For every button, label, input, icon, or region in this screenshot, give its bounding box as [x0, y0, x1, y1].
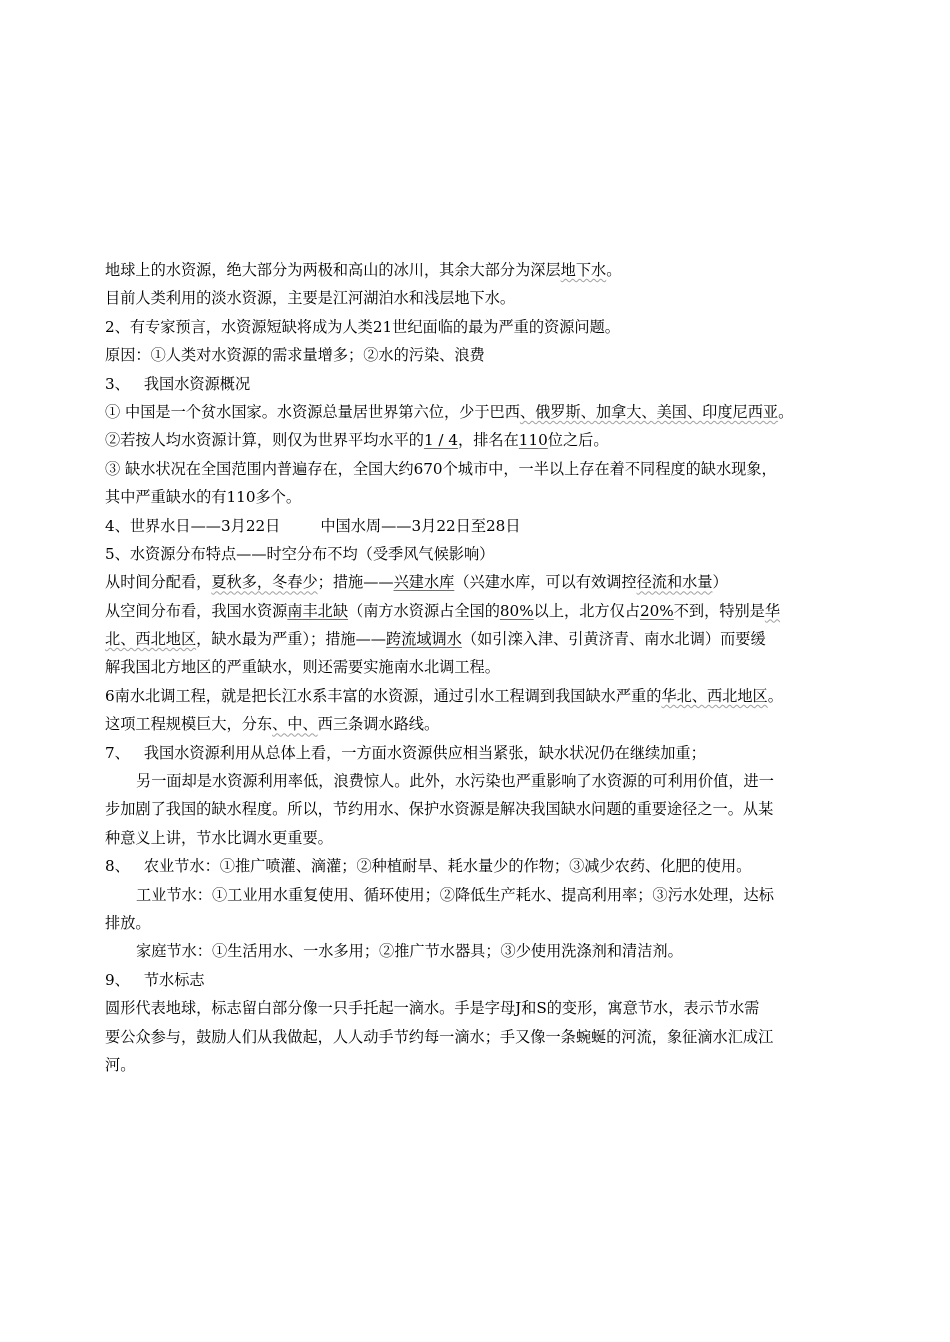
section-number: 9、	[105, 970, 130, 989]
wavy-underline: 、俄罗斯、加拿大、美国、印度尼西亚	[519, 402, 779, 421]
text-line: ②若按人均水资源计算，则仅为世界平均水平的1 / 4，排名在110位之后。	[105, 431, 609, 450]
wavy-underline: 夏秋多，冬春少	[211, 573, 318, 592]
section-heading: 7、 我国水资源利用从总体上看，一方面水资源供应相当紧张，缺水状况仍在继续加重；	[105, 743, 706, 762]
text-line: 从空间分布看，我国水资源南丰北缺（南方水资源占全国的80%以上，北方仅占20%不到，特别是华	[105, 601, 781, 620]
text-line: ① 中国是一个贫水国家。水资源总量居世界第六位，少于巴西、俄罗斯、加拿大、美国、印度尼西亚。	[105, 402, 794, 421]
text-line: 家庭节水：①生活用水、一水多用；②推广节水器具；③少使用洗涤剂和清洁剂。	[136, 942, 683, 961]
text-line: 步加剧了我国的缺水程度。所以，节约用水、保护水资源是解决我国缺水问题的重要途径之一。从某	[105, 800, 774, 819]
wavy-underline: 华北、西北地区	[661, 686, 768, 705]
wavy-underline: 华	[764, 601, 781, 620]
text-line: 北、西北地区，缺水最为严重）；措施——跨流域调水（如引滦入津、引黄济青、南水北调）而要缓	[105, 630, 766, 649]
section-number: 8、	[105, 857, 130, 876]
underlined-text: 20%	[639, 601, 674, 620]
wavy-underline: 地下水	[560, 261, 607, 279]
text-line: 解我国北方地区的严重缺水，则还需要实施南水北调工程。	[105, 658, 500, 677]
text-line: 地球上的水资源，绝大部分为两极和高山的冰川，其余大部分为深层地下水。	[105, 261, 622, 279]
text-line: 要公众参与，鼓励人们从我做起，人人动手节约每一滴水；手又像一条蜿蜒的河流，象征滴水汇成江	[105, 1027, 774, 1046]
text-line: 从时间分配看，夏秋多，冬春少；措施——兴建水库（兴建水库，可以有效调控径流和水量）	[105, 573, 728, 592]
text-line: 5、水资源分布特点——时空分布不均（受季风气候影响）	[105, 544, 495, 563]
wavy-underline: 、中、	[272, 715, 318, 734]
text-line: 圆形代表地球，标志留白部分像一只手托起一滴水。手是字母J和S的变形，寓意节水，表示节水需	[105, 999, 760, 1018]
section-number: 3、	[105, 374, 130, 393]
underlined-text: 110	[518, 431, 548, 450]
text-line: 排放。	[105, 913, 151, 932]
document-body	[105, 256, 847, 1079]
text-line: 种意义上讲，节水比调水更重要。	[105, 828, 333, 847]
underlined-text: 兴建水库	[393, 573, 455, 592]
text-line: 2、有专家预言，水资源短缺将成为人类21世纪面临的最为严重的资源问题。	[105, 317, 620, 336]
section-heading: 3、 我国水资源概况	[105, 374, 251, 393]
underlined-text: 跨流域调水	[385, 630, 462, 649]
text-line: 工业节水：①工业用水重复使用、循环使用；②降低生产耗水、提高利用率；③污水处理，达标	[136, 885, 774, 904]
underlined-text: 80%	[499, 601, 534, 620]
text-line: 6南水北调工程，就是把长江水系丰富的水资源，通过引水工程调到我国缺水严重的华北、西北地区。	[105, 686, 783, 705]
wavy-underline: 北、西北地区	[105, 630, 197, 649]
text-line: 这项工程规模巨大，分东、中、西三条调水路线。	[105, 715, 440, 734]
text-line: 其中严重缺水的有110多个。	[105, 488, 302, 507]
text-line: ③ 缺水状况在全国范围内普遍存在，全国大约670个城市中，一半以上存在着不同程度的缺水现象，	[105, 459, 777, 478]
text-line: 目前人类利用的淡水资源，主要是江河湖泊水和浅层地下水。	[105, 289, 516, 308]
wavy-underline: 径流和水量	[636, 573, 713, 592]
section-heading: 8、 农业节水：①推广喷灌、滴灌；②种植耐旱、耗水量少的作物；③减少农药、化肥的使用。	[105, 857, 752, 876]
underlined-text: 1 / 4	[423, 431, 459, 450]
text-line: 4、世界水日——3月22日 中国水周——3月22日至28日	[105, 516, 521, 535]
underlined-text: 南丰北缺	[287, 601, 348, 620]
text-line: 原因：①人类对水资源的需求量增多；②水的污染、浪费	[105, 346, 485, 365]
section-number: 7、	[105, 743, 130, 762]
section-heading: 9、 节水标志	[105, 970, 205, 989]
text-line: 河。	[105, 1055, 136, 1074]
text-line: 另一面却是水资源利用率低，浪费惊人。此外，水污染也严重影响了水资源的可利用价值，进一	[136, 772, 774, 791]
